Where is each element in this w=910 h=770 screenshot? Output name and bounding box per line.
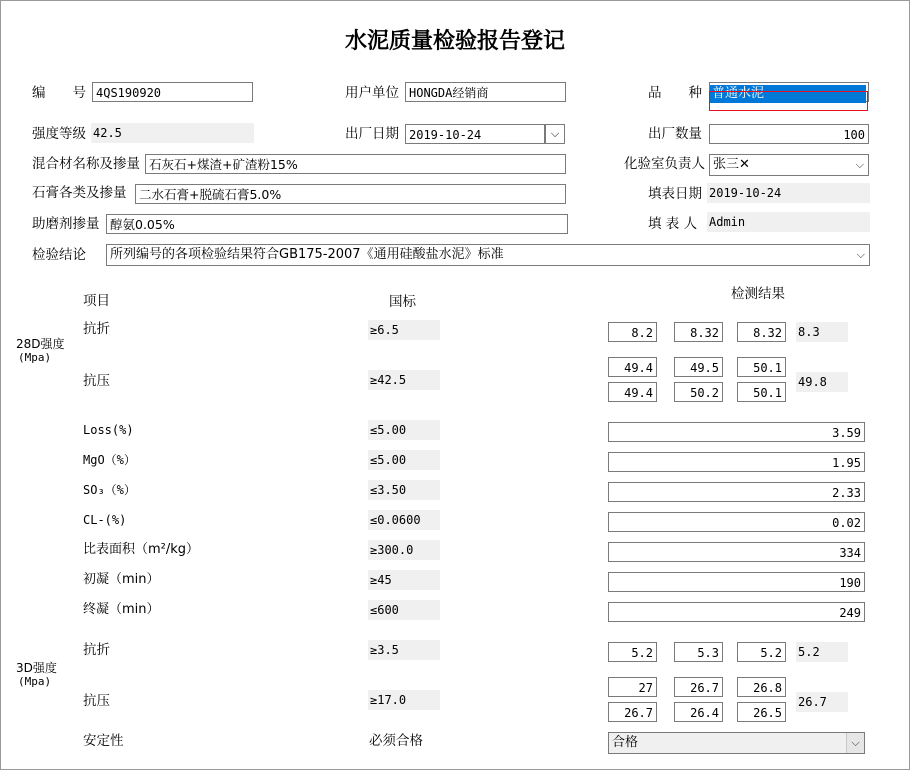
d3-comp-std: ≥17.0 bbox=[368, 690, 440, 710]
mgo-input[interactable]: 1.95 bbox=[608, 452, 865, 472]
d3-comp-6[interactable]: 26.5 bbox=[737, 702, 786, 722]
chevron-down-icon: ⌵ bbox=[846, 733, 864, 753]
d28-unit: (Mpa) bbox=[18, 351, 52, 364]
d3-comp-2[interactable]: 26.7 bbox=[674, 677, 723, 697]
conclusion-select[interactable] bbox=[106, 244, 870, 266]
d28-comp-3[interactable]: 50.1 bbox=[737, 357, 786, 377]
qty-input[interactable]: 100 bbox=[709, 124, 869, 144]
d28-comp-label: 抗压 bbox=[83, 373, 110, 389]
d3-flex-avg: 5.2 bbox=[796, 642, 848, 662]
lab-select[interactable] bbox=[709, 154, 869, 176]
d28-flex-1[interactable]: 8.2 bbox=[608, 322, 657, 342]
d3-comp-4[interactable]: 26.7 bbox=[608, 702, 657, 722]
stability-select[interactable] bbox=[608, 732, 865, 754]
initial-set-input[interactable]: 190 bbox=[608, 572, 865, 592]
filldate-label: 填表日期 bbox=[648, 186, 702, 202]
d28-comp-2[interactable]: 49.5 bbox=[674, 357, 723, 377]
col-item-header: 项目 bbox=[83, 293, 110, 309]
filler-value: Admin bbox=[707, 212, 870, 232]
code-input[interactable]: 4QS190920 bbox=[92, 82, 253, 102]
conclusion-select-value: 所列编号的各项检验结果符合GB175-2007《通用硅酸盐水泥》标准 bbox=[110, 247, 504, 262]
final-set-label: 终凝（min） bbox=[83, 602, 160, 617]
d28-comp-std: ≥42.5 bbox=[368, 370, 440, 390]
final-set-std: ≤600 bbox=[368, 600, 440, 620]
variety-selected-text: 普通水泥 bbox=[710, 85, 866, 103]
mix-label: 混合材名称及掺量 bbox=[32, 156, 140, 172]
final-set-input[interactable]: 249 bbox=[608, 602, 865, 622]
date-input[interactable]: 2019-10-24 bbox=[405, 124, 545, 144]
surface-input[interactable]: 334 bbox=[608, 542, 865, 562]
conclusion-label: 检验结论 bbox=[32, 247, 86, 263]
filler-label: 填 表 人 bbox=[648, 216, 698, 232]
d28-flex-avg: 8.3 bbox=[796, 322, 848, 342]
d28-comp-1[interactable]: 49.4 bbox=[608, 357, 657, 377]
d28-flex-3[interactable]: 8.32 bbox=[737, 322, 786, 342]
user-input[interactable]: HONGDA经销商 bbox=[405, 82, 566, 102]
chevron-down-icon: ⌵ bbox=[855, 158, 864, 171]
stability-label: 安定性 bbox=[83, 733, 124, 749]
surface-std: ≥300.0 bbox=[368, 540, 440, 560]
grade-value: 42.5 bbox=[91, 123, 254, 143]
so3-std: ≤3.50 bbox=[368, 480, 440, 500]
loss-label: Loss(%) bbox=[83, 423, 134, 437]
d3-unit: (Mpa) bbox=[18, 675, 52, 688]
loss-std: ≤5.00 bbox=[368, 420, 440, 440]
d3-flex-std: ≥3.5 bbox=[368, 640, 440, 660]
mgo-label: MgO（%） bbox=[83, 453, 136, 467]
cl-std: ≤0.0600 bbox=[368, 510, 440, 530]
filldate-value: 2019-10-24 bbox=[707, 183, 870, 203]
d28-comp-5[interactable]: 50.2 bbox=[674, 382, 723, 402]
d28-comp-avg: 49.8 bbox=[796, 372, 848, 392]
d28-comp-4[interactable]: 49.4 bbox=[608, 382, 657, 402]
so3-label: SO₃（%） bbox=[83, 483, 136, 497]
aid-input[interactable]: 醇氨0.05% bbox=[106, 214, 568, 234]
mix-input[interactable]: 石灰石+煤渣+矿渣粉15% bbox=[145, 154, 566, 174]
so3-input[interactable]: 2.33 bbox=[608, 482, 865, 502]
d28-flex-2[interactable]: 8.32 bbox=[674, 322, 723, 342]
grade-label: 强度等级 bbox=[32, 126, 86, 142]
d3-comp-5[interactable]: 26.4 bbox=[674, 702, 723, 722]
stability-std: 必须合格 bbox=[369, 733, 423, 749]
cl-label: CL-(%) bbox=[83, 513, 127, 527]
user-label: 用户单位 bbox=[345, 85, 399, 101]
date-label: 出厂日期 bbox=[345, 126, 399, 142]
d28-flex-label: 抗折 bbox=[83, 321, 110, 337]
d3-comp-3[interactable]: 26.8 bbox=[737, 677, 786, 697]
loss-input[interactable]: 3.59 bbox=[608, 422, 865, 442]
d28-comp-6[interactable]: 50.1 bbox=[737, 382, 786, 402]
d3-flex-label: 抗折 bbox=[83, 642, 110, 658]
mgo-std: ≤5.00 bbox=[368, 450, 440, 470]
gypsum-input[interactable]: 二水石膏+脱硫石膏5.0% bbox=[135, 184, 566, 204]
code-label: 编 号 bbox=[32, 85, 86, 101]
lab-select-value: 张三✕ bbox=[713, 157, 750, 172]
d28-group-title: 28D强度 bbox=[16, 337, 65, 351]
col-standard-header: 国标 bbox=[389, 294, 416, 310]
d3-comp-label: 抗压 bbox=[83, 693, 110, 709]
lab-label: 化验室负责人 bbox=[624, 156, 705, 172]
d3-flex-2[interactable]: 5.3 bbox=[674, 642, 723, 662]
col-result-header: 检测结果 bbox=[731, 286, 785, 302]
aid-label: 助磨剂掺量 bbox=[32, 216, 100, 232]
d28-group-label bbox=[16, 337, 65, 365]
gypsum-label: 石膏各类及掺量 bbox=[32, 185, 127, 201]
d3-comp-1[interactable]: 27 bbox=[608, 677, 657, 697]
d3-flex-1[interactable]: 5.2 bbox=[608, 642, 657, 662]
d3-comp-avg: 26.7 bbox=[796, 692, 848, 712]
initial-set-label: 初凝（min） bbox=[83, 572, 160, 587]
surface-label: 比表面积（m²/kg） bbox=[83, 542, 200, 557]
date-picker-dropdown[interactable] bbox=[545, 124, 565, 144]
page-title: 水泥质量检验报告登记 bbox=[344, 29, 565, 54]
d3-group-label bbox=[16, 661, 57, 689]
initial-set-std: ≥45 bbox=[368, 570, 440, 590]
chevron-down-icon: ⌵ bbox=[856, 248, 865, 261]
variety-focus-outline bbox=[709, 91, 868, 111]
d28-flex-std: ≥6.5 bbox=[368, 320, 440, 340]
variety-label: 品 种 bbox=[648, 85, 702, 101]
d3-flex-3[interactable]: 5.2 bbox=[737, 642, 786, 662]
d3-group-title: 3D强度 bbox=[16, 661, 57, 675]
qty-label: 出厂数量 bbox=[648, 126, 702, 142]
stability-select-value: 合格 bbox=[612, 735, 639, 750]
chevron-down-icon: ⌵ bbox=[550, 127, 560, 140]
cl-input[interactable]: 0.02 bbox=[608, 512, 865, 532]
